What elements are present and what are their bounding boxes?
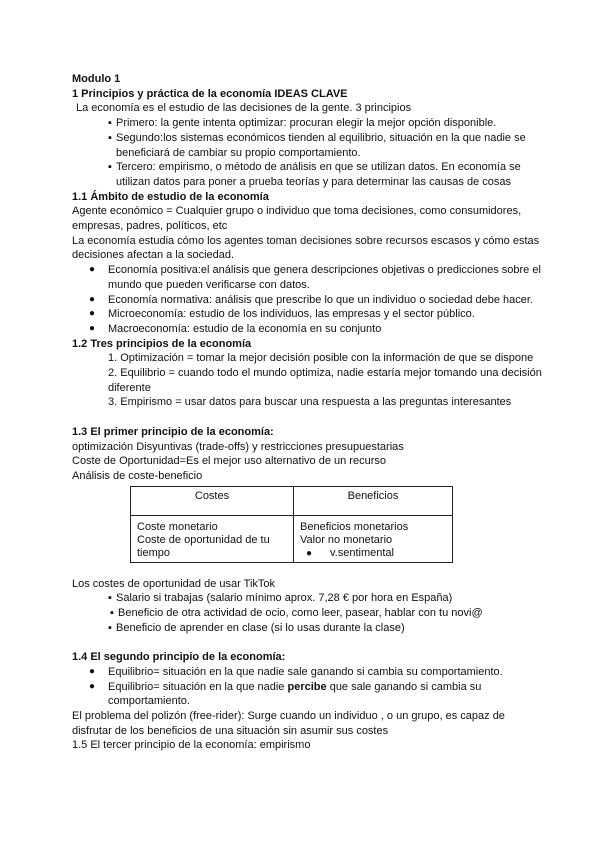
square-bullet-icon: ▪ <box>108 592 112 605</box>
numbered-item: 1. Optimización = tomar la mejor decisión posible con la información de que se dispone <box>108 352 534 365</box>
beneficios-header: Beneficios <box>294 486 453 515</box>
section-1-1-paragraph: Agente económico = Cualquier grupo o individuo que toma decisiones, como consumidores, empresas, padres, políticos, etc <box>72 205 522 233</box>
cell-line: Beneficios monetarios <box>300 520 409 533</box>
section-1-bullet <box>72 160 542 189</box>
beneficios-cell <box>294 515 453 562</box>
bullet-text <box>108 680 542 709</box>
section-1-4-bullet <box>72 680 542 709</box>
tiktok-bullet <box>72 591 542 606</box>
section-1-bullet <box>72 116 542 131</box>
bullet-text: Macroeconomía: estudio de la economía en su conjunto <box>108 322 382 335</box>
spacer <box>72 635 542 650</box>
round-bullet-icon: ● <box>89 264 96 276</box>
square-bullet-icon: ▪ <box>108 161 112 174</box>
section-1-1-bullet <box>72 263 542 292</box>
section-1-3-line: Coste de Oportunidad=Es el mejor uso alternativo de un recurso <box>72 455 386 468</box>
section-1-4-heading: 1.4 El segundo principio de la economía: <box>72 651 286 664</box>
bullet-text: Beneficio de aprender en clase (si lo usas durante la clase) <box>116 621 405 634</box>
square-bullet-icon: ▪ <box>110 607 114 620</box>
bullet-text: Economía positiva:el análisis que genera descripciones objetivas o predicciones sobre el mundo que pueden verificarse con datos. <box>108 264 541 291</box>
section-1-1-bullet <box>72 293 542 308</box>
document-content <box>72 72 542 753</box>
section-1-3-line: optimización Disyuntivas (trade-offs) y restricciones presupuestarias <box>72 440 404 453</box>
table-header-row <box>131 486 453 515</box>
cell-line: Valor no monetario <box>300 533 393 546</box>
costes-cell <box>131 515 294 562</box>
section-1-bullet <box>72 131 542 160</box>
section-1-4-paragraph: El problema del polizón (free-rider): Surge cuando un individuo , o un grupo, es capaz de disfrutar de los beneficios de una situación sin asumir sus costes <box>72 709 505 737</box>
cost-benefit-table <box>130 486 453 563</box>
round-bullet-icon: ● <box>89 322 96 334</box>
tiktok-intro: Los costes de oportunidad de usar TikTok <box>72 577 276 590</box>
section-1-2-heading: 1.2 Tres principios de la economía <box>72 337 252 350</box>
section-1-intro: La economía es el estudio de las decisiones de la gente. 3 principios <box>76 102 412 115</box>
tiktok-bullet <box>72 621 542 636</box>
round-bullet-icon: ● <box>306 547 313 559</box>
section-1-1-bullet <box>72 322 542 337</box>
section-1-1-bullet <box>72 307 542 322</box>
bullet-text: Segundo:los sistemas económicos tienden al equilibrio, situación en la que nadie se beneficiará de cambiar su propio comportamiento. <box>116 131 526 159</box>
bullet-text: Equilibrio= situación en la que nadie sale ganando si cambia su comportamiento. <box>108 665 503 678</box>
bullet-text: Economía normativa: análisis que prescribe lo que un individuo o sociedad debe hacer. <box>108 293 533 306</box>
spacer <box>72 410 542 425</box>
bullet-text-bold: percibe <box>287 680 327 693</box>
bullet-text-part: Equilibrio= situación en la que nadie <box>108 680 288 693</box>
bullet-text: Beneficio de otra actividad de ocio, como leer, pasear, hablar con tu novi@ <box>118 607 483 620</box>
costes-header: Costes <box>131 486 294 515</box>
numbered-item: 2. Equilibrio = cuando todo el mundo optimiza, nadie estaría mejor tomando una decisión diferente <box>108 367 542 394</box>
bullet-text: Primero: la gente intenta optimizar: procuran elegir la mejor opción disponible. <box>116 117 497 130</box>
numbered-item: 3. Empirismo = usar datos para buscar una respuesta a las preguntas interesantes <box>108 396 512 409</box>
square-bullet-icon: ▪ <box>108 131 112 144</box>
cell-line: Coste de oportunidad de tu tiempo <box>137 533 270 559</box>
bullet-text: Microeconomía: estudio de los individuos, las empresas y el sector público. <box>108 308 475 321</box>
section-1-3-heading: 1.3 El primer principio de la economía: <box>72 425 274 438</box>
square-bullet-icon: ▪ <box>108 621 112 634</box>
section-1-4-bullet <box>72 665 542 680</box>
round-bullet-icon: ● <box>89 680 96 692</box>
round-bullet-icon: ● <box>89 293 96 305</box>
bullet-text: Tercero: empirismo, o método de análisis en que se utilizan datos. En economía se utilizan datos para poner a prueba teorías y para determinar las causas de cosas <box>116 161 521 188</box>
cell-line: Coste monetario <box>137 520 218 533</box>
cell-bullet <box>300 547 446 560</box>
bullet-text: Salario si trabajas (salario mínimo aprox. 7,28 € por hora en España) <box>116 592 453 605</box>
table-row <box>131 515 453 562</box>
cell-bullet-text: v.sentimental <box>330 546 394 559</box>
round-bullet-icon: ● <box>89 308 96 320</box>
round-bullet-icon: ● <box>89 665 96 677</box>
square-bullet-icon: ▪ <box>108 117 112 130</box>
section-1-1-heading: 1.1 Ámbito de estudio de la economía <box>72 190 269 203</box>
section-1-1-paragraph: La economía estudia cómo los agentes toman decisiones sobre recursos escasos y cómo estas decisiones afectan a la sociedad. <box>72 234 540 262</box>
tiktok-bullet <box>72 606 542 621</box>
section-1-heading: 1 Principios y práctica de la economía IDEAS CLAVE <box>72 87 348 100</box>
section-1-3-line: Análisis de coste-beneficio <box>72 469 203 482</box>
module-title: Modulo 1 <box>72 73 121 85</box>
bullet-text-part: que sale ganando si cambia su comportamiento. <box>108 680 482 708</box>
section-1-5-line: 1.5 El tercer principio de la economía: empirismo <box>72 739 311 752</box>
